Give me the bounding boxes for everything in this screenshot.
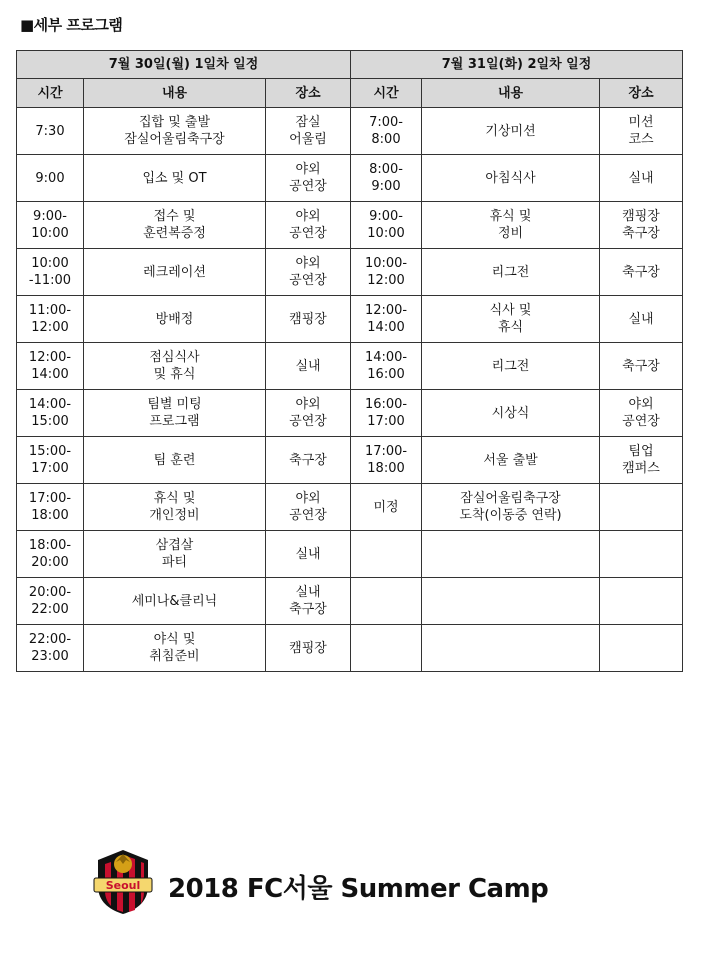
column-header: 내용 bbox=[422, 79, 600, 108]
day2-activity-cell: 기상미션 bbox=[422, 108, 600, 155]
day2-activity-cell: 서울 출발 bbox=[422, 437, 600, 484]
day1-activity-cell: 레크레이션 bbox=[84, 249, 266, 296]
day2-time-cell: 9:00- 10:00 bbox=[351, 202, 422, 249]
day2-place-cell: 캠핑장 축구장 bbox=[600, 202, 683, 249]
day1-time-cell: 12:00- 14:00 bbox=[17, 343, 84, 390]
schedule-table bbox=[16, 50, 683, 672]
day1-activity-cell: 팀 훈련 bbox=[84, 437, 266, 484]
day1-time-cell: 18:00- 20:00 bbox=[17, 531, 84, 578]
day2-place-cell: 실내 bbox=[600, 155, 683, 202]
day2-activity-cell: 식사 및 휴식 bbox=[422, 296, 600, 343]
day2-time-cell: 7:00- 8:00 bbox=[351, 108, 422, 155]
day2-time-cell bbox=[351, 625, 422, 672]
day1-place-cell: 캠핑장 bbox=[266, 625, 351, 672]
table-row bbox=[17, 202, 683, 249]
day2-activity-cell: 리그전 bbox=[422, 249, 600, 296]
day1-place-cell: 실내 bbox=[266, 343, 351, 390]
day2-place-cell bbox=[600, 625, 683, 672]
day1-activity-cell: 삼겹살 파티 bbox=[84, 531, 266, 578]
day2-place-cell bbox=[600, 578, 683, 625]
day2-place-cell: 야외 공연장 bbox=[600, 390, 683, 437]
day2-header: 7월 31일(화) 2일차 일정 bbox=[351, 51, 683, 79]
day2-place-cell bbox=[600, 484, 683, 531]
column-header: 시간 bbox=[17, 79, 84, 108]
day1-place-cell: 축구장 bbox=[266, 437, 351, 484]
day1-time-cell: 9:00- 10:00 bbox=[17, 202, 84, 249]
day2-time-cell: 14:00- 16:00 bbox=[351, 343, 422, 390]
day1-activity-cell: 방배정 bbox=[84, 296, 266, 343]
day1-place-cell: 야외 공연장 bbox=[266, 390, 351, 437]
table-row bbox=[17, 390, 683, 437]
day2-place-cell: 축구장 bbox=[600, 343, 683, 390]
day1-time-cell: 9:00 bbox=[17, 155, 84, 202]
table-row bbox=[17, 155, 683, 202]
fc-seoul-logo bbox=[92, 846, 154, 916]
day1-time-cell: 20:00- 22:00 bbox=[17, 578, 84, 625]
day1-activity-cell: 점심식사 및 휴식 bbox=[84, 343, 266, 390]
footer-title: 2018 FC서울 Summer Camp bbox=[168, 874, 549, 904]
day1-activity-cell: 휴식 및 개인정비 bbox=[84, 484, 266, 531]
day1-place-cell: 야외 공연장 bbox=[266, 202, 351, 249]
table-row bbox=[17, 108, 683, 155]
table-row bbox=[17, 296, 683, 343]
column-header: 내용 bbox=[84, 79, 266, 108]
day2-time-cell bbox=[351, 531, 422, 578]
day1-place-cell: 야외 공연장 bbox=[266, 249, 351, 296]
day2-time-cell: 8:00- 9:00 bbox=[351, 155, 422, 202]
day1-place-cell: 야외 공연장 bbox=[266, 155, 351, 202]
column-header: 장소 bbox=[266, 79, 351, 108]
day2-activity-cell: 아침식사 bbox=[422, 155, 600, 202]
day1-place-cell: 캠핑장 bbox=[266, 296, 351, 343]
day2-time-cell: 17:00- 18:00 bbox=[351, 437, 422, 484]
day2-place-cell bbox=[600, 531, 683, 578]
day1-time-cell: 17:00- 18:00 bbox=[17, 484, 84, 531]
day2-activity-cell: 잠실어울림축구장 도착(이동중 연락) bbox=[422, 484, 600, 531]
day2-place-cell: 팀업 캠퍼스 bbox=[600, 437, 683, 484]
day2-time-cell: 10:00- 12:00 bbox=[351, 249, 422, 296]
table-row bbox=[17, 484, 683, 531]
day1-time-cell: 11:00- 12:00 bbox=[17, 296, 84, 343]
day2-time-cell: 미정 bbox=[351, 484, 422, 531]
day2-activity-cell: 휴식 및 정비 bbox=[422, 202, 600, 249]
footer bbox=[92, 846, 592, 926]
day2-time-cell bbox=[351, 578, 422, 625]
day2-activity-cell: 리그전 bbox=[422, 343, 600, 390]
day1-place-cell: 야외 공연장 bbox=[266, 484, 351, 531]
day1-time-cell: 14:00- 15:00 bbox=[17, 390, 84, 437]
day1-activity-cell: 팀별 미팅 프로그램 bbox=[84, 390, 266, 437]
day1-time-cell: 22:00- 23:00 bbox=[17, 625, 84, 672]
column-header: 장소 bbox=[600, 79, 683, 108]
table-row bbox=[17, 578, 683, 625]
day2-place-cell: 미션 코스 bbox=[600, 108, 683, 155]
day1-activity-cell: 집합 및 출발 잠실어울림축구장 bbox=[84, 108, 266, 155]
day1-place-cell: 실내 bbox=[266, 531, 351, 578]
day2-time-cell: 12:00- 14:00 bbox=[351, 296, 422, 343]
table-row bbox=[17, 625, 683, 672]
logo-text: Seoul bbox=[105, 879, 141, 892]
page-title: ■세부 프로그램 bbox=[20, 16, 123, 34]
table-row bbox=[17, 343, 683, 390]
day1-activity-cell: 야식 및 취침준비 bbox=[84, 625, 266, 672]
table-row bbox=[17, 437, 683, 484]
day2-activity-cell bbox=[422, 531, 600, 578]
day2-place-cell: 축구장 bbox=[600, 249, 683, 296]
day2-time-cell: 16:00- 17:00 bbox=[351, 390, 422, 437]
day1-activity-cell: 세미나&클리닉 bbox=[84, 578, 266, 625]
day2-activity-cell: 시상식 bbox=[422, 390, 600, 437]
day1-activity-cell: 입소 및 OT bbox=[84, 155, 266, 202]
day1-place-cell: 잠실 어울림 bbox=[266, 108, 351, 155]
day2-place-cell: 실내 bbox=[600, 296, 683, 343]
day1-place-cell: 실내 축구장 bbox=[266, 578, 351, 625]
table-row bbox=[17, 249, 683, 296]
day1-time-cell: 15:00- 17:00 bbox=[17, 437, 84, 484]
day1-time-cell: 7:30 bbox=[17, 108, 84, 155]
day1-header: 7월 30일(월) 1일차 일정 bbox=[17, 51, 351, 79]
table-row bbox=[17, 531, 683, 578]
day2-activity-cell bbox=[422, 625, 600, 672]
day1-activity-cell: 접수 및 훈련복증정 bbox=[84, 202, 266, 249]
day1-time-cell: 10:00 -11:00 bbox=[17, 249, 84, 296]
column-header: 시간 bbox=[351, 79, 422, 108]
day2-activity-cell bbox=[422, 578, 600, 625]
